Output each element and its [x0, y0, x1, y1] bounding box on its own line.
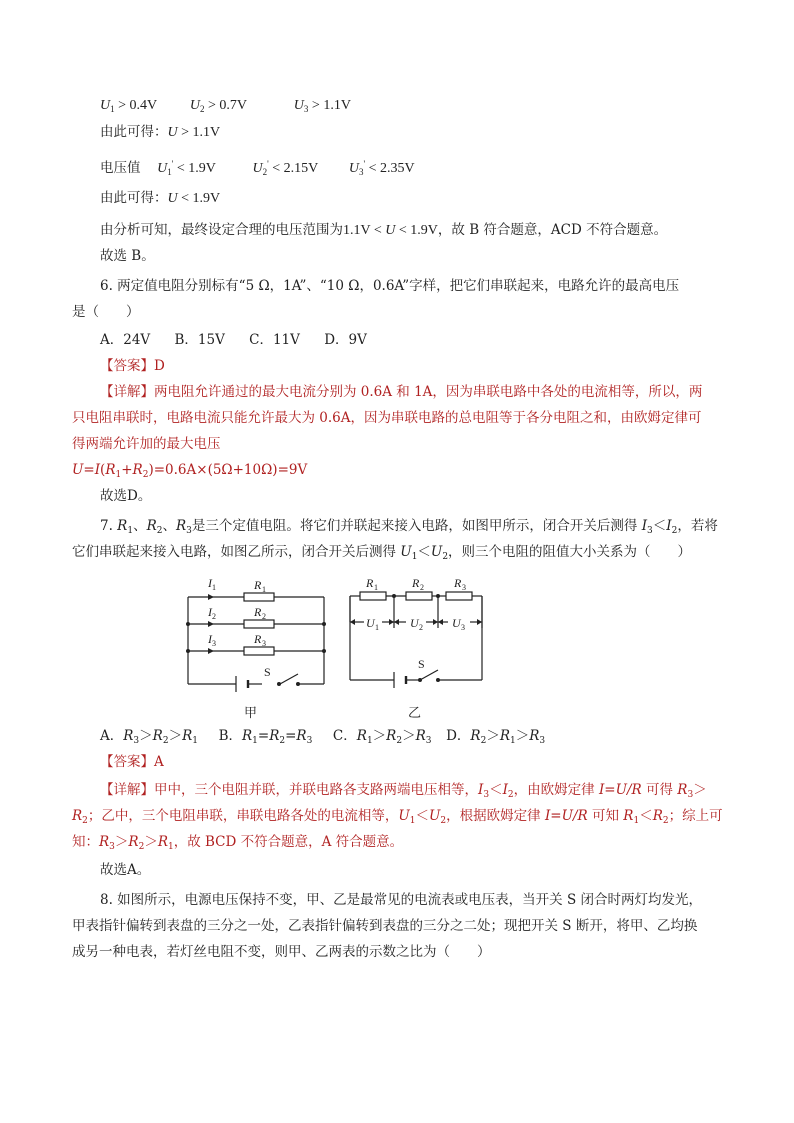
- svg-text:3: 3: [212, 639, 216, 648]
- q6-formula: $U=I(R_1+R_2)=0.6A\times(5\Omega+10\Omega)=9V$: [72, 462, 308, 480]
- svg-text:1: 1: [374, 583, 378, 592]
- upper-result: 由此可得：U < 1.9V: [100, 190, 221, 206]
- u3-lower: 1.1V: [323, 98, 351, 113]
- svg-text:3: 3: [462, 583, 466, 592]
- svg-text:U: U: [410, 616, 419, 630]
- q6-options: A．24V B．15V C．11V D．9V: [100, 332, 367, 348]
- u1-lower: 0.4V: [129, 98, 157, 113]
- q6-text-2: 是（ ）: [72, 304, 140, 320]
- svg-text:R: R: [254, 605, 262, 619]
- switch-label-left: S: [264, 665, 271, 679]
- q7-detail-2: $R_2$；乙中，三个电阻串联，串联电路各处的电流相等，$U_1<U_2$，根据欧姆定律 I=U/R 可知 $R_1<R_2$；综上可: [72, 808, 723, 826]
- conclusion: 由分析可知，最终设定合理的电压范围为1.1V < U < 1.9V，故 B 符合题意，ACD 不符合题意。: [100, 222, 668, 238]
- lower-result: 由此可得：U > 1.1V: [100, 124, 221, 140]
- fig-left-caption: 甲: [244, 706, 258, 721]
- svg-text:R: R: [254, 578, 262, 592]
- svg-text:2: 2: [420, 583, 424, 592]
- q7-options: A．$R_3>R_2>R_1$ B．$R_1=R_2=R_3$ C．$R_1>R_2>R_3$ D．$R_2>R_1>R_3$: [100, 728, 546, 746]
- parallel-circuit-diagram: [180, 572, 330, 692]
- svg-text:I: I: [208, 632, 212, 646]
- switch-label-right: S: [418, 657, 425, 671]
- svg-text:R: R: [412, 576, 420, 590]
- q7-detail-1: 【详解】甲中，三个电阻并联，并联电路各支路两端电压相等，$I_3<I_2$，由欧姆定律 I=U/R 可得 $R_3>$: [100, 782, 707, 800]
- q8-text-3: 成另一种电表，若灯丝电阻不变，则甲、乙两表的示数之比为（ ）: [72, 944, 491, 960]
- q6-answer: 【答案】D: [100, 358, 165, 374]
- svg-text:2: 2: [262, 612, 266, 621]
- conclusion-pick: 故选 B。: [100, 248, 155, 264]
- q6-detail-2: 只电阻串联时，电路电流只能允许最大为 0.6A，因为串联电路的总电阻等于各分电阻之和，由欧姆定律可: [72, 410, 702, 426]
- q7-answer: 【答案】A: [100, 754, 164, 770]
- q6-text-1: 6. 两定值电阻分别标有“5 Ω，1A”、“10 Ω，0.6A”字样，把它们串联起来，电路允许的最高电压: [100, 278, 680, 294]
- fig-right-caption: 乙: [408, 706, 422, 721]
- svg-text:3: 3: [461, 623, 465, 632]
- u2-lower: 0.7V: [219, 98, 247, 113]
- q8-text-2: 甲表指针偏转到表盘的三分之一处，乙表指针偏转到表盘的三分之二处；现把开关 S 断开，将甲、乙均换: [72, 918, 698, 934]
- upper-bounds-line: 电压值 $U_1' < 1.9V$ $U_2' < 2.15V$ $U_3' < 2.35V$: [100, 159, 415, 177]
- series-circuit-diagram: [344, 572, 488, 692]
- svg-text:U: U: [452, 616, 461, 630]
- svg-text:1: 1: [212, 583, 216, 592]
- svg-text:3: 3: [262, 639, 266, 648]
- svg-text:2: 2: [419, 623, 423, 632]
- svg-text:R: R: [366, 576, 374, 590]
- svg-text:I: I: [208, 576, 212, 590]
- q7-pick: 故选A。: [100, 862, 151, 878]
- q6-detail-1: 【详解】两电阻允许通过的最大电流分别为 0.6A 和 1A，因为串联电路中各处的电流相等，所以，两: [100, 384, 703, 400]
- svg-text:I: I: [208, 605, 212, 619]
- q7-detail-3: 知：$R_3>R_2>R_1$，故 BCD 不符合题意，A 符合题意。: [72, 834, 404, 852]
- svg-text:2: 2: [212, 612, 216, 621]
- q7-text-2: 它们串联起来接入电路，如图乙所示，闭合开关后测得 $U_1<U_2$，则三个电阻的阻值大小关系为（ ）: [72, 544, 692, 562]
- svg-text:U: U: [366, 616, 375, 630]
- svg-text:R: R: [254, 632, 262, 646]
- lower-bounds-line: $U_1 > 0.4V$ $U_2 > 0.7V$ $U_3 > 1.1V$: [100, 98, 351, 114]
- q8-text-1: 8. 如图所示，电源电压保持不变，甲、乙是最常见的电流表或电压表，当开关 S 闭合时两灯均发光，: [100, 892, 703, 908]
- q6-pick: 故选D。: [100, 488, 152, 504]
- svg-text:1: 1: [262, 585, 266, 594]
- svg-text:R: R: [454, 576, 462, 590]
- q7-text-1: 7. $R_1$、$R_2$、$R_3$是三个定值电阻。将它们并联起来接入电路，如图甲所示，闭合开关后测得 $I_3<I_2$，若将: [100, 518, 718, 536]
- q6-detail-3: 得两端允许加的最大电压: [72, 436, 221, 452]
- svg-text:1: 1: [375, 623, 379, 632]
